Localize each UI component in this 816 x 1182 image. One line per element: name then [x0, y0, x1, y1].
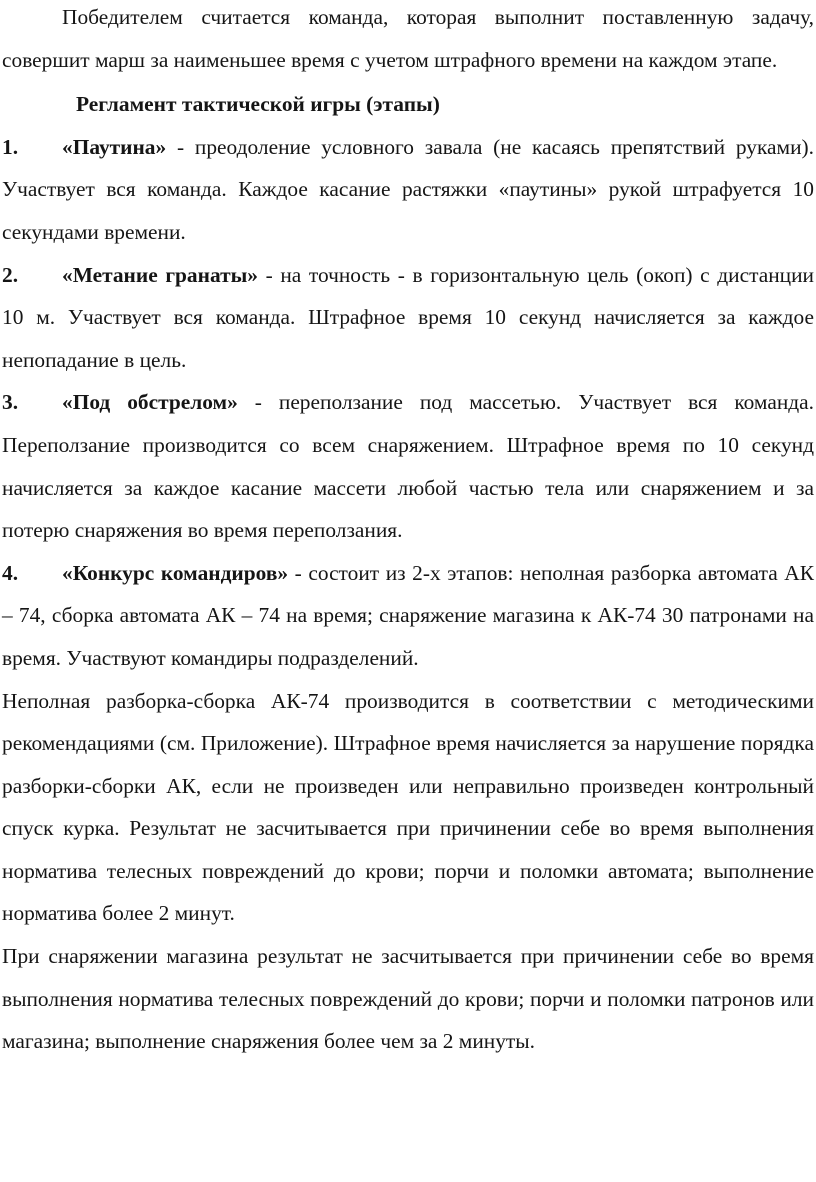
list-item [2, 381, 814, 551]
item-text: - на точность - в горизонтальную цель (окоп) с дистанции 10 м. Участвует вся команда. Штрафное время 10 секунд начисляется за каждое непопадание в цель. [2, 262, 814, 372]
item-title: «Метание гранаты» [62, 262, 258, 287]
item-title: «Конкурс командиров» [62, 560, 289, 585]
list-item [2, 254, 814, 382]
item-title: «Под обстрелом» [62, 390, 238, 415]
item-number: 1. [2, 134, 19, 159]
item-number: 4. [2, 560, 19, 585]
item-text: - состоит из 2-х этапов: неполная разборка автомата АК – 74, сборка автомата АК – 74 на время; снаряжение магазина к АК-74 30 патронами на время. Участвуют командиры подразделений. [2, 560, 815, 670]
list-item [2, 126, 814, 254]
item-number: 3. [2, 390, 19, 415]
section-heading: Регламент тактической игры (этапы) [76, 92, 440, 117]
magazine-paragraph: При снаряжении магазина результат не засчитывается при причинении себе во время выполнения норматива телесных повреждений до крови; порчи и поломки патронов или магазина; выполнение снаряжения более чем за 2 минуты. [2, 944, 814, 1054]
item-number: 2. [2, 262, 19, 287]
list-item [2, 552, 814, 680]
item-title: «Паутина» [62, 134, 167, 159]
disassembly-paragraph: Неполная разборка-сборка АК-74 производится в соответствии с методическими рекомендациями (см. Приложение). Штрафное время начисляется за нарушение порядка разборки-сборки АК, если не произведен или неправильно произведен контрольный спуск курка. Результат не засчитывается при причинении себе во время выполнения норматива телесных повреждений до крови; порчи и поломки автомата; выполнение норматива более 2 минут. [2, 688, 814, 926]
intro-paragraph: Победителем считается команда, которая выполнит поставленную задачу, совершит марш за наименьшее время с учетом штрафного времени на каждом этапе. [2, 5, 814, 72]
item-text: - переползание под массетью. Участвует вся команда. Переползание производится со всем снаряжением. Штрафное время по 10 секунд начисляется за каждое касание массети любой частью тела или снаряжением и за потерю снаряжения во время переползания. [2, 390, 814, 543]
item-text: - преодоление условного завала (не касаясь препятствий руками). Участвует вся команда. Каждое касание растяжки «паутины» рукой штрафуется 10 секундами времени. [2, 134, 814, 244]
